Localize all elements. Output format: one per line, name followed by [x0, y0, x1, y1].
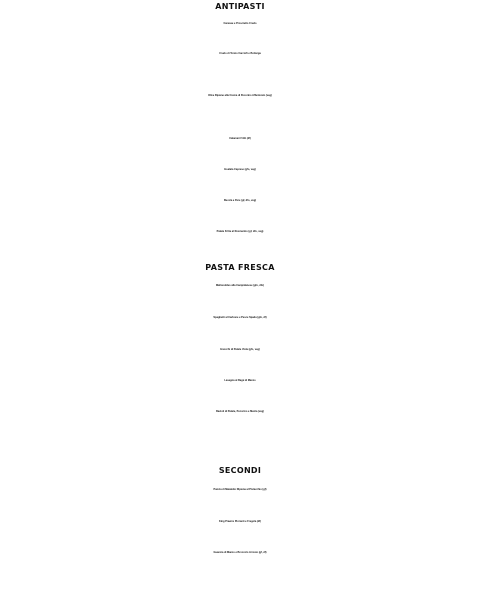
pasta-fresca-title: PASTA FRESCA	[205, 263, 275, 272]
menu-item-name: Pancia di Maialetto Ripiena al Pistacchio (gf)	[213, 488, 267, 491]
menu-item-name: Calamari Fritti (df)	[229, 137, 251, 140]
menu-item-name: Patate Fritte al Rosmarino (gf, dfo, veg)	[216, 230, 264, 233]
menu-item-name: King Prawns Piccanti e Fregola (df)	[219, 520, 261, 523]
menu-item-name: Rucola e Pere (gf, dfo, veg)	[223, 199, 257, 202]
antipasti-title: ANTIPASTI	[215, 2, 265, 11]
menu-item-name: Carasau e Prosciutto Crudo	[223, 22, 257, 25]
menu-item-name: Lasagna al Ragù di Manzo	[224, 379, 256, 382]
menu-item-name: Olive Ripiene alla Crema di Pecorino Affumicato (veg)	[208, 94, 272, 97]
menu-item-name: Gnocchi di Patate Viola (gfo, veg)	[220, 348, 260, 351]
menu-item-name: Guancia di Manzo e Broccolo Arrosto (gf, df)	[213, 551, 267, 554]
menu-item-name: Spaghetti al Carbone e Pesce Spada (gfo, df)	[213, 316, 267, 319]
secondi-title: SECONDI	[218, 466, 262, 475]
menu-item-name: Ravioli di Patate, Pecorino e Menta (veg)	[215, 410, 265, 413]
menu-item-name: Malloreddus alla Campidanese (gfo, dfo)	[215, 284, 265, 287]
menu-item-name: Insalata Caprese (gfo, veg)	[224, 168, 256, 171]
menu-item-name: Crudo di Tonno Carciofi e Bottarga	[219, 52, 261, 55]
